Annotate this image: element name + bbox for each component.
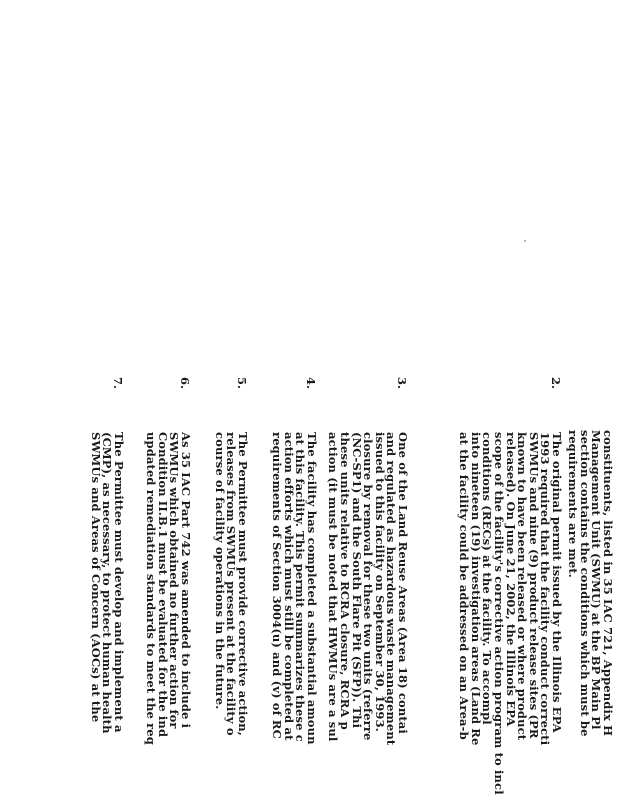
paragraph-line: conditions (RECs) at the facility. To accompl <box>480 432 495 725</box>
paragraph-number: 3. <box>395 377 409 390</box>
paragraph-line: The Permittee must provide corrective action, <box>236 432 250 736</box>
paragraph-line: section contains the conditions which must be <box>577 430 592 737</box>
paragraph-line: One of the Land Reuse Areas (Area 18) contai <box>396 432 410 734</box>
paragraph-7 <box>89 432 124 734</box>
paragraph-line: As 35 IAC Part 742 was amended to include i <box>179 432 193 729</box>
paragraph-line: SWMUs and Areas of Concern (AOCs) at the <box>88 432 103 723</box>
paragraph-number: 2. <box>549 377 563 390</box>
paragraph-line: (CMP), as necessary, to protect human health <box>100 432 115 734</box>
paragraph-line: and regulated as hazardous waste management <box>384 432 399 746</box>
paragraph-line: The Permittee must develop and implement a <box>112 432 126 733</box>
paragraph-number: 4. <box>304 377 318 390</box>
paragraph-line: action efforts which must still be completed at <box>281 432 296 741</box>
paragraph-line: constituents, listed in 35 IAC 721, Appendix H <box>601 430 615 737</box>
paragraph-line: requirements of Section 3004(u) and (v) of RC <box>270 432 285 739</box>
paragraph-line: known to have been released or where product <box>515 432 530 741</box>
paragraph-line: closure by removal for these two units (referre <box>361 432 376 741</box>
paragraph-1 <box>567 430 613 737</box>
paragraph-5 <box>213 432 248 736</box>
paragraph-line: 1993 required that the facility conduct correcti <box>538 432 553 746</box>
paragraph-line: issued to this facility on September 30, 1993. <box>372 432 387 732</box>
paragraph-line: The original permit issued by the Illinois EPA <box>550 432 564 733</box>
paragraph-number: 6. <box>178 377 192 390</box>
paragraph-line: these units relative to RCRA closure, RCRA p <box>338 432 353 730</box>
paragraph-line: requirements are met. <box>566 430 581 578</box>
paragraph-6 <box>145 432 191 745</box>
paragraph-line: Management Unit (SWMU) at the BP Main Pl <box>589 430 604 730</box>
paragraph-line: SWMUs and nine (9) product release sites (PR <box>526 432 541 739</box>
paragraph-2 <box>458 432 562 795</box>
paragraph-4 <box>271 432 317 745</box>
paragraph-line: SWMUs which obtained no further action for <box>167 432 182 729</box>
paragraph-line: scope of the facility's corrective action program to incl <box>492 432 507 795</box>
paragraph-number: 5. <box>235 377 249 390</box>
paragraph-line: released). On June 21, 2002, the Illinois EPA <box>503 432 518 727</box>
paragraph-line: updated remediation standards to meet the req <box>144 432 159 745</box>
paragraph-line: action (it must be noted that HWMUs are a sul <box>326 432 341 742</box>
paragraph-line: Condition II.B.1 must be evaluated for the ind <box>155 432 170 738</box>
paragraph-3 <box>327 432 408 745</box>
paragraph-line: at this facility. This permit summarizes these c <box>293 432 308 742</box>
paragraph-number: 7. <box>111 377 125 390</box>
paragraph-line: at the facility could be addressed on an Area-b <box>457 432 472 740</box>
paragraph-line: into nineteen (19) investigation areas (Land Re <box>468 432 483 746</box>
paragraph-line: (NC-SP1) and the South Flare Pit (SFP)). Thi <box>349 432 364 729</box>
paragraph-line: The facility has completed a substantial amoun <box>305 432 319 745</box>
paragraph-line: course of facility operations in the future. <box>212 432 227 710</box>
paragraph-line: releases from SWMUs present at the facility o <box>224 432 239 736</box>
